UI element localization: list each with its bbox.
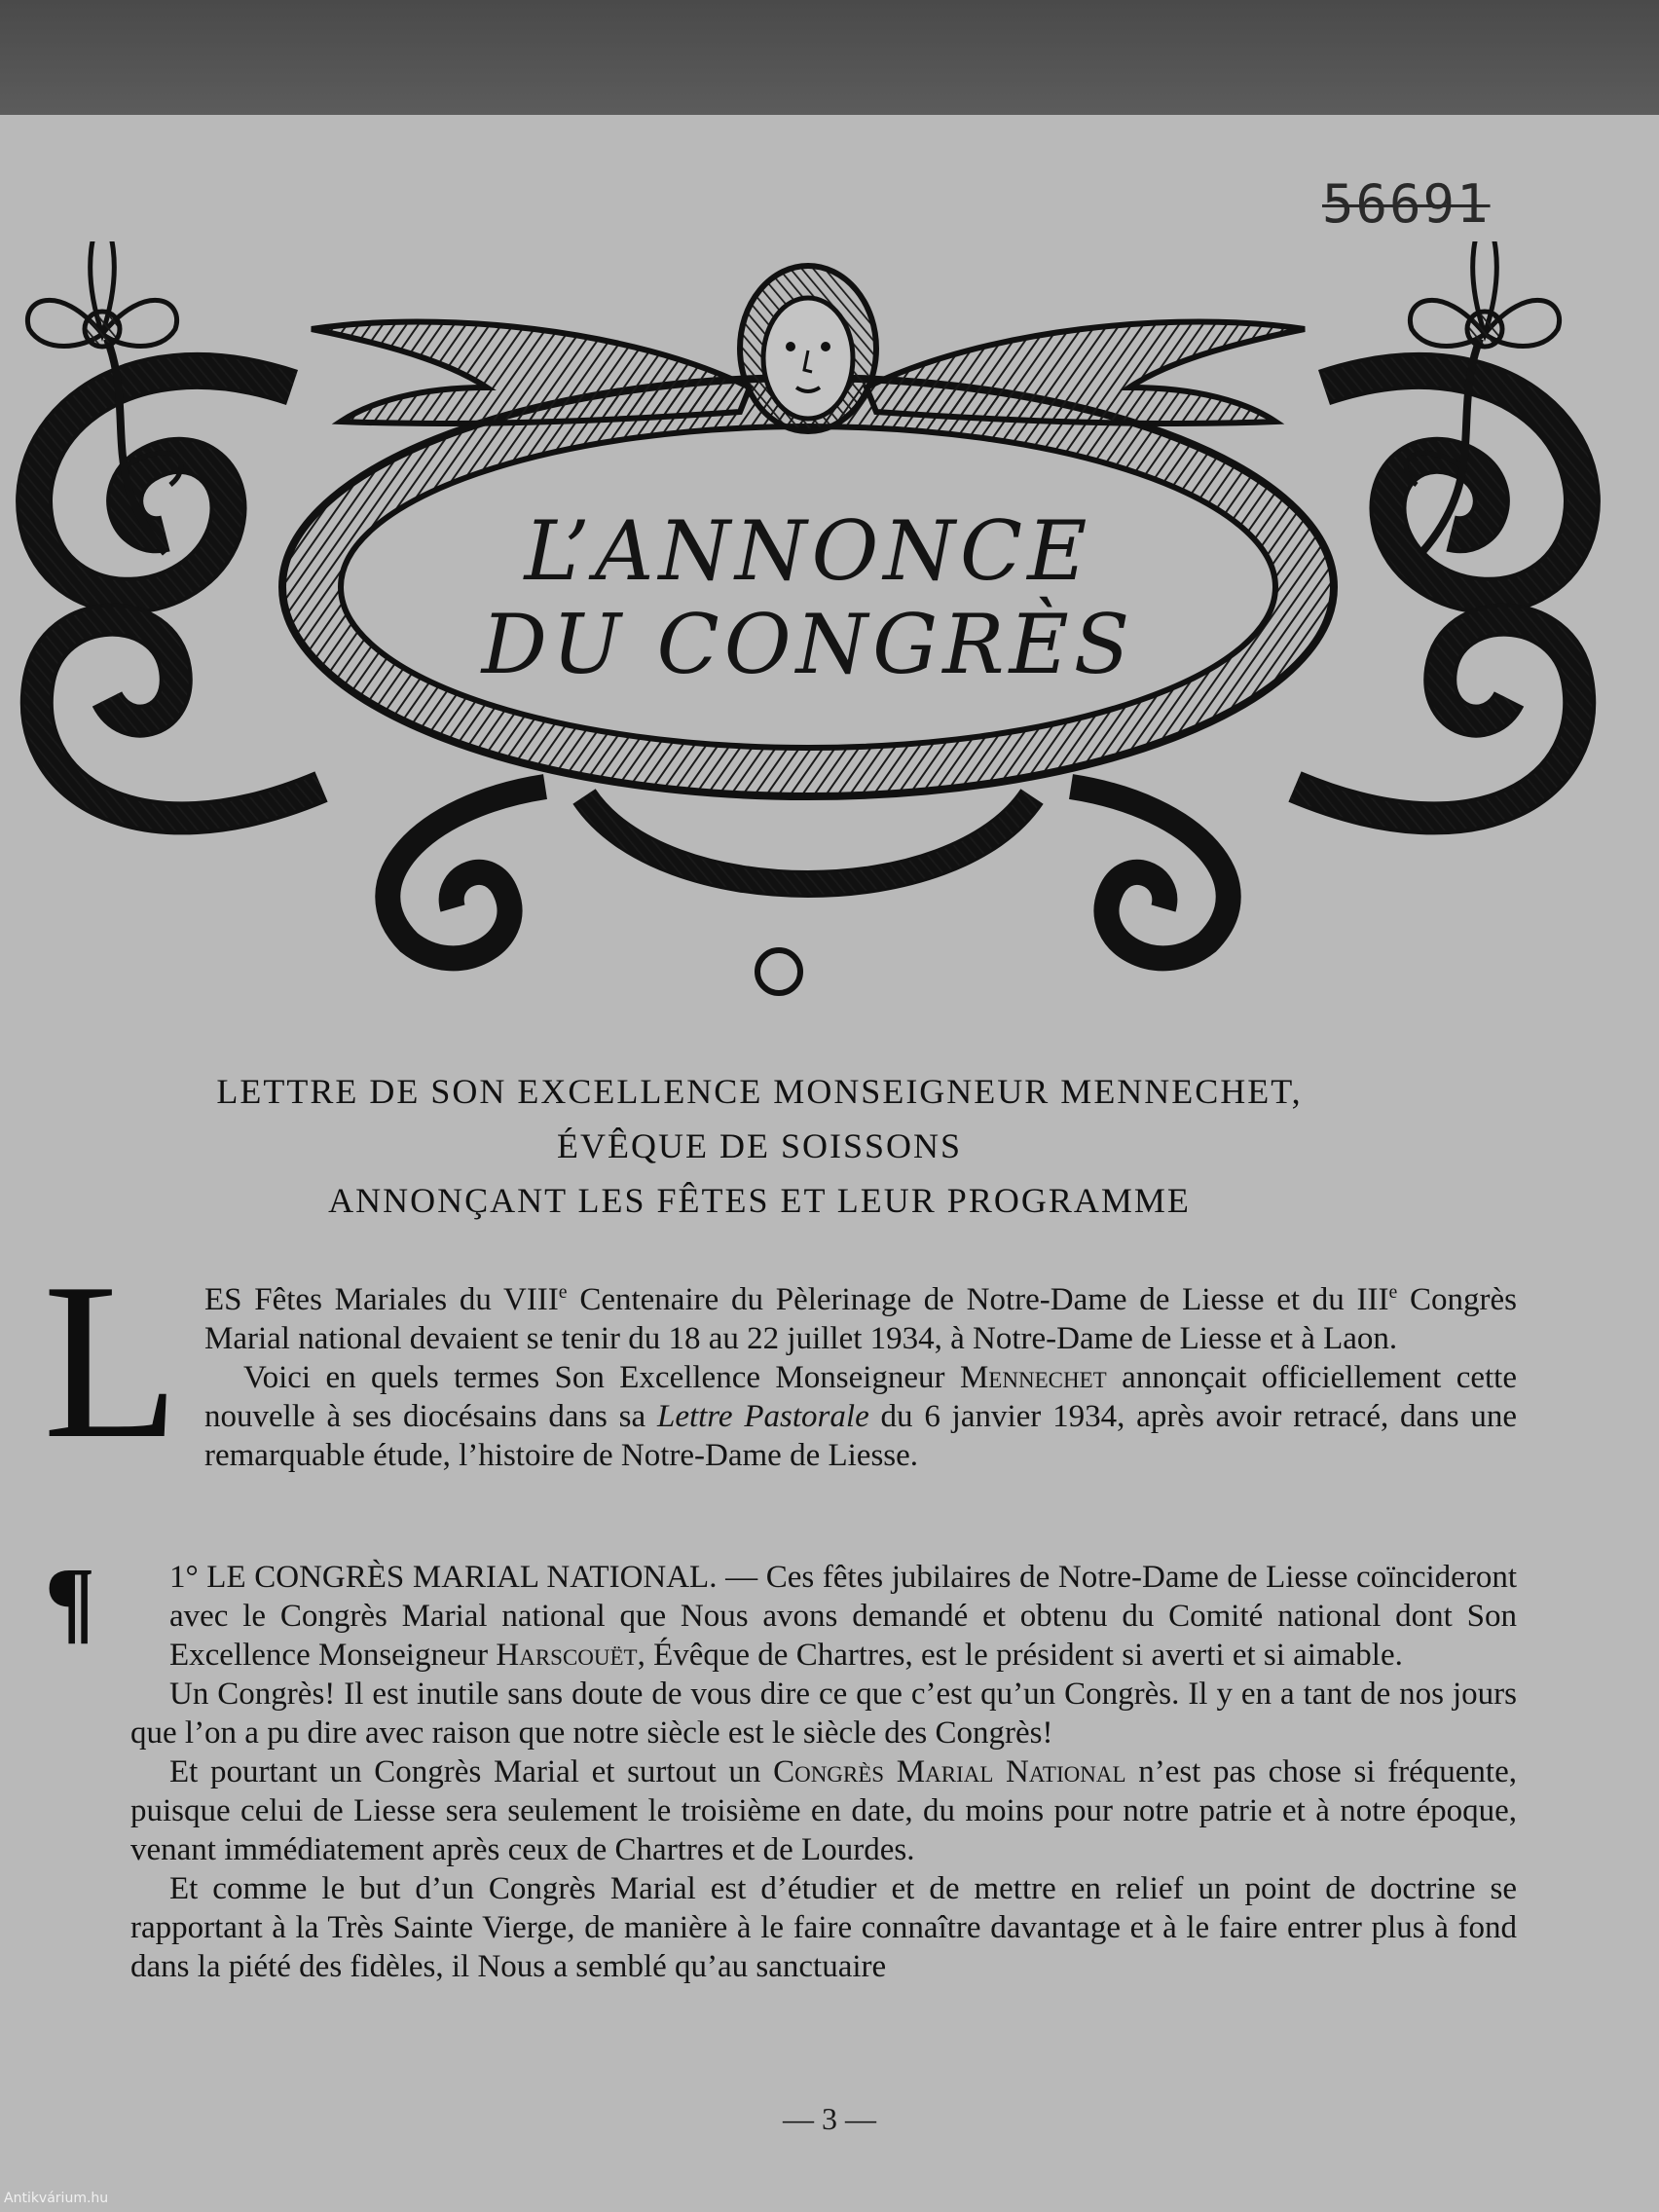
subtitle-block <box>107 1064 1412 1228</box>
scroll-bottom-left <box>387 787 545 958</box>
title-line-1: L’ANNONCE <box>524 503 1092 599</box>
subtitle-line-2: ÉVÊQUE DE SOISSONS <box>556 1126 963 1165</box>
scroll-left-upper-hatch <box>34 371 292 596</box>
page-title <box>321 504 1295 691</box>
intro-paragraph-1: ES Fêtes Mariales du VIIIe Centenaire du Pèlerinage de Notre-Dame de Liesse et du IIIe Congrès Marial national devaient se tenir du 18 au 22 juillet 1934, à Notre-Dame de Liesse et à Laon. <box>204 1281 1517 1356</box>
wing-left <box>312 322 750 424</box>
background-strip <box>0 0 1659 117</box>
cherub-face <box>763 298 853 419</box>
scroll-right-upper-hatch <box>1324 371 1582 596</box>
flower-right <box>1410 241 1559 347</box>
scroll-bottom-right <box>1071 787 1229 958</box>
pilcrow-ornament: ¶ <box>45 1548 95 1652</box>
section-paragraph-4: Et comme le but d’un Congrès Marial est d’étudier et de mettre en relief un point de doctrine se rapportant à la Très Sainte Vierge, de manière à le faire connaître davantage et à le faire entrer plus à fond dans la piété des fidèles, il Nous a semblé qu’au sanctuaire <box>130 1871 1517 1984</box>
document-page <box>0 115 1659 2212</box>
section-text <box>130 1558 1517 1986</box>
center-knob <box>757 950 800 993</box>
intro-paragraph-2: Voici en quels termes Son Excellence Monseigneur Mennechet annonçait officiellement cette nouvelle à ses diocésains dans sa Lettre Pastorale du 6 janvier 1934, après avoir retracé, dans une remarquable étude, l’histoire de Notre-Dame de Liesse. <box>204 1360 1517 1473</box>
inventory-number: 56691 <box>1322 173 1491 235</box>
section-paragraph-2: Un Congrès! Il est inutile sans doute de vous dire ce que c’est qu’un Congrès. Il y en a tant de nos jours que l’on a pu dire avec raison que notre siècle est le siècle des Congrès! <box>130 1677 1517 1751</box>
title-line-2: DU CONGRÈS <box>481 597 1135 692</box>
flower-left <box>27 241 176 347</box>
wing-right <box>866 322 1305 424</box>
intro-text <box>204 1280 1517 1475</box>
section-paragraph-3: Et pourtant un Congrès Marial et surtout un Congrès Marial National n’est pas chose si fréquente, puisque celui de Liesse sera seulement le troisième en date, du moins pour notre patrie et à notre époque, venant immédiatement après ceux de Chartres et de Lourdes. <box>130 1754 1517 1867</box>
watermark: Antikvárium.hu <box>4 2191 109 2206</box>
section-paragraph-1: 1° LE CONGRÈS MARIAL NATIONAL. — Ces fêtes jubilaires de Notre-Dame de Liesse coïncideront avec le Congrès Marial national que Nous avons demandé et obtenu du Comité national dont Son Excellence Monseigneur Harscouët, Évêque de Chartres, est le président si averti et si aimable. <box>169 1560 1517 1673</box>
drop-cap: L <box>43 1236 180 1485</box>
page-number: — 3 — <box>783 2101 876 2136</box>
subtitle-line-1: LETTRE DE SON EXCELLENCE MONSEIGNEUR MENNECHET, <box>216 1072 1303 1111</box>
subtitle-line-3: ANNONÇANT LES FÊTES ET LEUR PROGRAMME <box>328 1181 1191 1220</box>
